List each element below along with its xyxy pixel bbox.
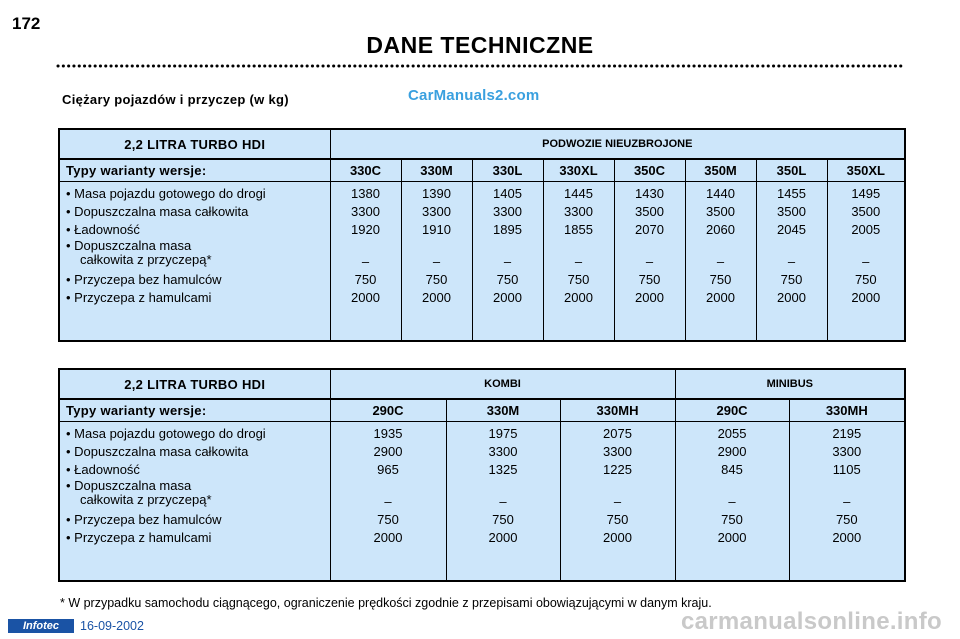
row-label: • Ładowność (66, 222, 140, 237)
value-cell: 2000 (706, 290, 735, 305)
site-watermark: carmanualsonline.info (680, 608, 942, 635)
variant-header: 350XL (827, 159, 905, 182)
value-cell: 1440 (706, 186, 735, 201)
value-cell: 2055 (717, 426, 747, 441)
value-cell: 3500 (706, 204, 735, 219)
value-cell: 750 (709, 272, 732, 287)
variants-label: Typy warianty wersje: (59, 399, 330, 422)
value-cell: – (499, 494, 507, 509)
value-cell: 2000 (635, 290, 664, 305)
value-cell: 1910 (422, 222, 451, 237)
engine-header: 2,2 LITRA TURBO HDI (59, 129, 330, 159)
value-cell: 2000 (832, 530, 862, 545)
value-cell: 750 (354, 272, 377, 287)
value-cell: 2045 (777, 222, 806, 237)
value-cell: 3300 (493, 204, 522, 219)
values-column (543, 182, 614, 342)
print-date: 16-09-2002 (80, 619, 144, 633)
variant-header: 290C (675, 399, 789, 422)
variant-header: 330MH (560, 399, 675, 422)
value-cell: 2000 (351, 290, 380, 305)
value-cell: 2195 (832, 426, 862, 441)
value-cell: 1455 (777, 186, 806, 201)
variant-header: 350L (756, 159, 827, 182)
value-cell: 1225 (603, 462, 632, 477)
value-cell: 2000 (488, 530, 518, 545)
variant-header: 350C (614, 159, 685, 182)
section-subtitle: Ciężary pojazdów i przyczep (w kg) (62, 92, 289, 107)
values-column (330, 182, 401, 342)
values-column (401, 182, 472, 342)
row-label: • Ładowność (66, 462, 140, 477)
variant-header: 330M (446, 399, 560, 422)
value-cell: 1445 (564, 186, 593, 201)
value-cell: 2000 (851, 290, 881, 305)
value-cell: 3500 (851, 204, 881, 219)
value-cell: 3500 (635, 204, 664, 219)
value-cell: 1935 (373, 426, 403, 441)
value-cell: – (787, 254, 796, 269)
value-cell: 750 (835, 512, 858, 527)
group-header: PODWOZIE NIEUZBROJONE (330, 129, 905, 159)
values-column (789, 422, 905, 582)
value-cell: 2000 (777, 290, 806, 305)
row-label: • Dopuszczalna masa całkowita (66, 444, 249, 459)
value-cell: 750 (638, 272, 661, 287)
value-cell: 3300 (488, 444, 518, 459)
variant-header: 330MH (789, 399, 905, 422)
value-cell: 750 (496, 272, 519, 287)
row-label: • Dopuszczalna masa całkowita z przyczepą* (66, 238, 212, 267)
value-cell: 2000 (373, 530, 403, 545)
values-column (675, 422, 789, 582)
value-cell: – (432, 254, 441, 269)
row-labels-column (59, 422, 330, 582)
value-cell: 2060 (706, 222, 735, 237)
value-cell: – (645, 254, 654, 269)
value-cell: 965 (377, 462, 399, 477)
value-cell: – (862, 254, 870, 269)
value-cell: 2000 (422, 290, 451, 305)
value-cell: 3300 (832, 444, 862, 459)
value-cell: 845 (721, 462, 743, 477)
value-cell: 3300 (422, 204, 451, 219)
weights-table-kombi-minibus (58, 368, 906, 582)
variant-header: 290C (330, 399, 446, 422)
footnote: * W przypadku samochodu ciągnącego, ograniczenie prędkości zgodnie z przepisami obowiązującymi w danym kraju. (60, 596, 712, 610)
engine-header: 2,2 LITRA TURBO HDI (59, 369, 330, 399)
row-label: • Przyczepa bez hamulców (66, 512, 222, 527)
value-cell: 3300 (603, 444, 632, 459)
variant-header: 330XL (543, 159, 614, 182)
weights-table-chassis (58, 128, 906, 342)
value-cell: 2900 (373, 444, 403, 459)
value-cell: 2900 (717, 444, 747, 459)
value-cell: 2005 (851, 222, 881, 237)
page-number: 172 (12, 14, 41, 33)
value-cell: 1430 (635, 186, 664, 201)
value-cell: – (361, 254, 370, 269)
value-cell: 1380 (351, 186, 380, 201)
variant-header: 350M (685, 159, 756, 182)
value-cell: 3300 (351, 204, 380, 219)
values-column (560, 422, 675, 582)
value-cell: – (384, 494, 392, 509)
value-cell: – (843, 494, 851, 509)
values-column (685, 182, 756, 342)
value-cell: 1855 (564, 222, 593, 237)
infotec-logo: Infotec (8, 619, 74, 633)
value-cell: 1405 (493, 186, 522, 201)
value-cell: 750 (425, 272, 448, 287)
value-cell: 3300 (564, 204, 593, 219)
value-cell: 750 (854, 272, 877, 287)
value-cell: – (716, 254, 725, 269)
value-cell: 1975 (488, 426, 518, 441)
row-label: • Masa pojazdu gotowego do drogi (66, 426, 266, 441)
row-label: • Dopuszczalna masa całkowita (66, 204, 249, 219)
value-cell: 2070 (635, 222, 664, 237)
variant-header: 330M (401, 159, 472, 182)
variant-header: 330C (330, 159, 401, 182)
row-label: • Dopuszczalna masa całkowita z przyczepą* (66, 478, 212, 507)
row-label: • Przyczepa z hamulcami (66, 530, 212, 545)
value-cell: 1920 (351, 222, 380, 237)
value-cell: – (728, 494, 736, 509)
page-title: DANE TECHNICZNE (366, 32, 594, 58)
value-cell: 2000 (493, 290, 522, 305)
variant-header: 330L (472, 159, 543, 182)
value-cell: – (574, 254, 583, 269)
value-cell: – (613, 494, 622, 509)
value-cell: 3500 (777, 204, 806, 219)
variants-label: Typy warianty wersje: (59, 159, 330, 182)
row-labels-column (59, 182, 330, 342)
value-cell: 750 (721, 512, 743, 527)
values-column (827, 182, 905, 342)
value-cell: 2075 (603, 426, 632, 441)
value-cell: 750 (780, 272, 803, 287)
row-label: • Masa pojazdu gotowego do drogi (66, 186, 266, 201)
value-cell: 750 (377, 512, 399, 527)
values-column (756, 182, 827, 342)
value-cell: 1495 (851, 186, 881, 201)
group-header-minibus: MINIBUS (675, 369, 905, 399)
value-cell: 750 (606, 512, 629, 527)
row-label: • Przyczepa bez hamulców (66, 272, 222, 287)
value-cell: 2000 (603, 530, 632, 545)
group-header-kombi: KOMBI (330, 369, 675, 399)
value-cell: – (503, 254, 512, 269)
values-column (330, 422, 446, 582)
value-cell: 750 (567, 272, 590, 287)
value-cell: 2000 (564, 290, 593, 305)
value-cell: 750 (492, 512, 514, 527)
values-column (614, 182, 685, 342)
value-cell: 1895 (493, 222, 522, 237)
values-column (446, 422, 560, 582)
value-cell: 1325 (488, 462, 518, 477)
values-column (472, 182, 543, 342)
value-cell: 1105 (832, 462, 861, 477)
dotted-divider (56, 62, 906, 70)
value-cell: 1390 (422, 186, 451, 201)
watermark-link[interactable]: CarManuals2.com (408, 87, 540, 104)
value-cell: 2000 (717, 530, 747, 545)
row-label: • Przyczepa z hamulcami (66, 290, 212, 305)
